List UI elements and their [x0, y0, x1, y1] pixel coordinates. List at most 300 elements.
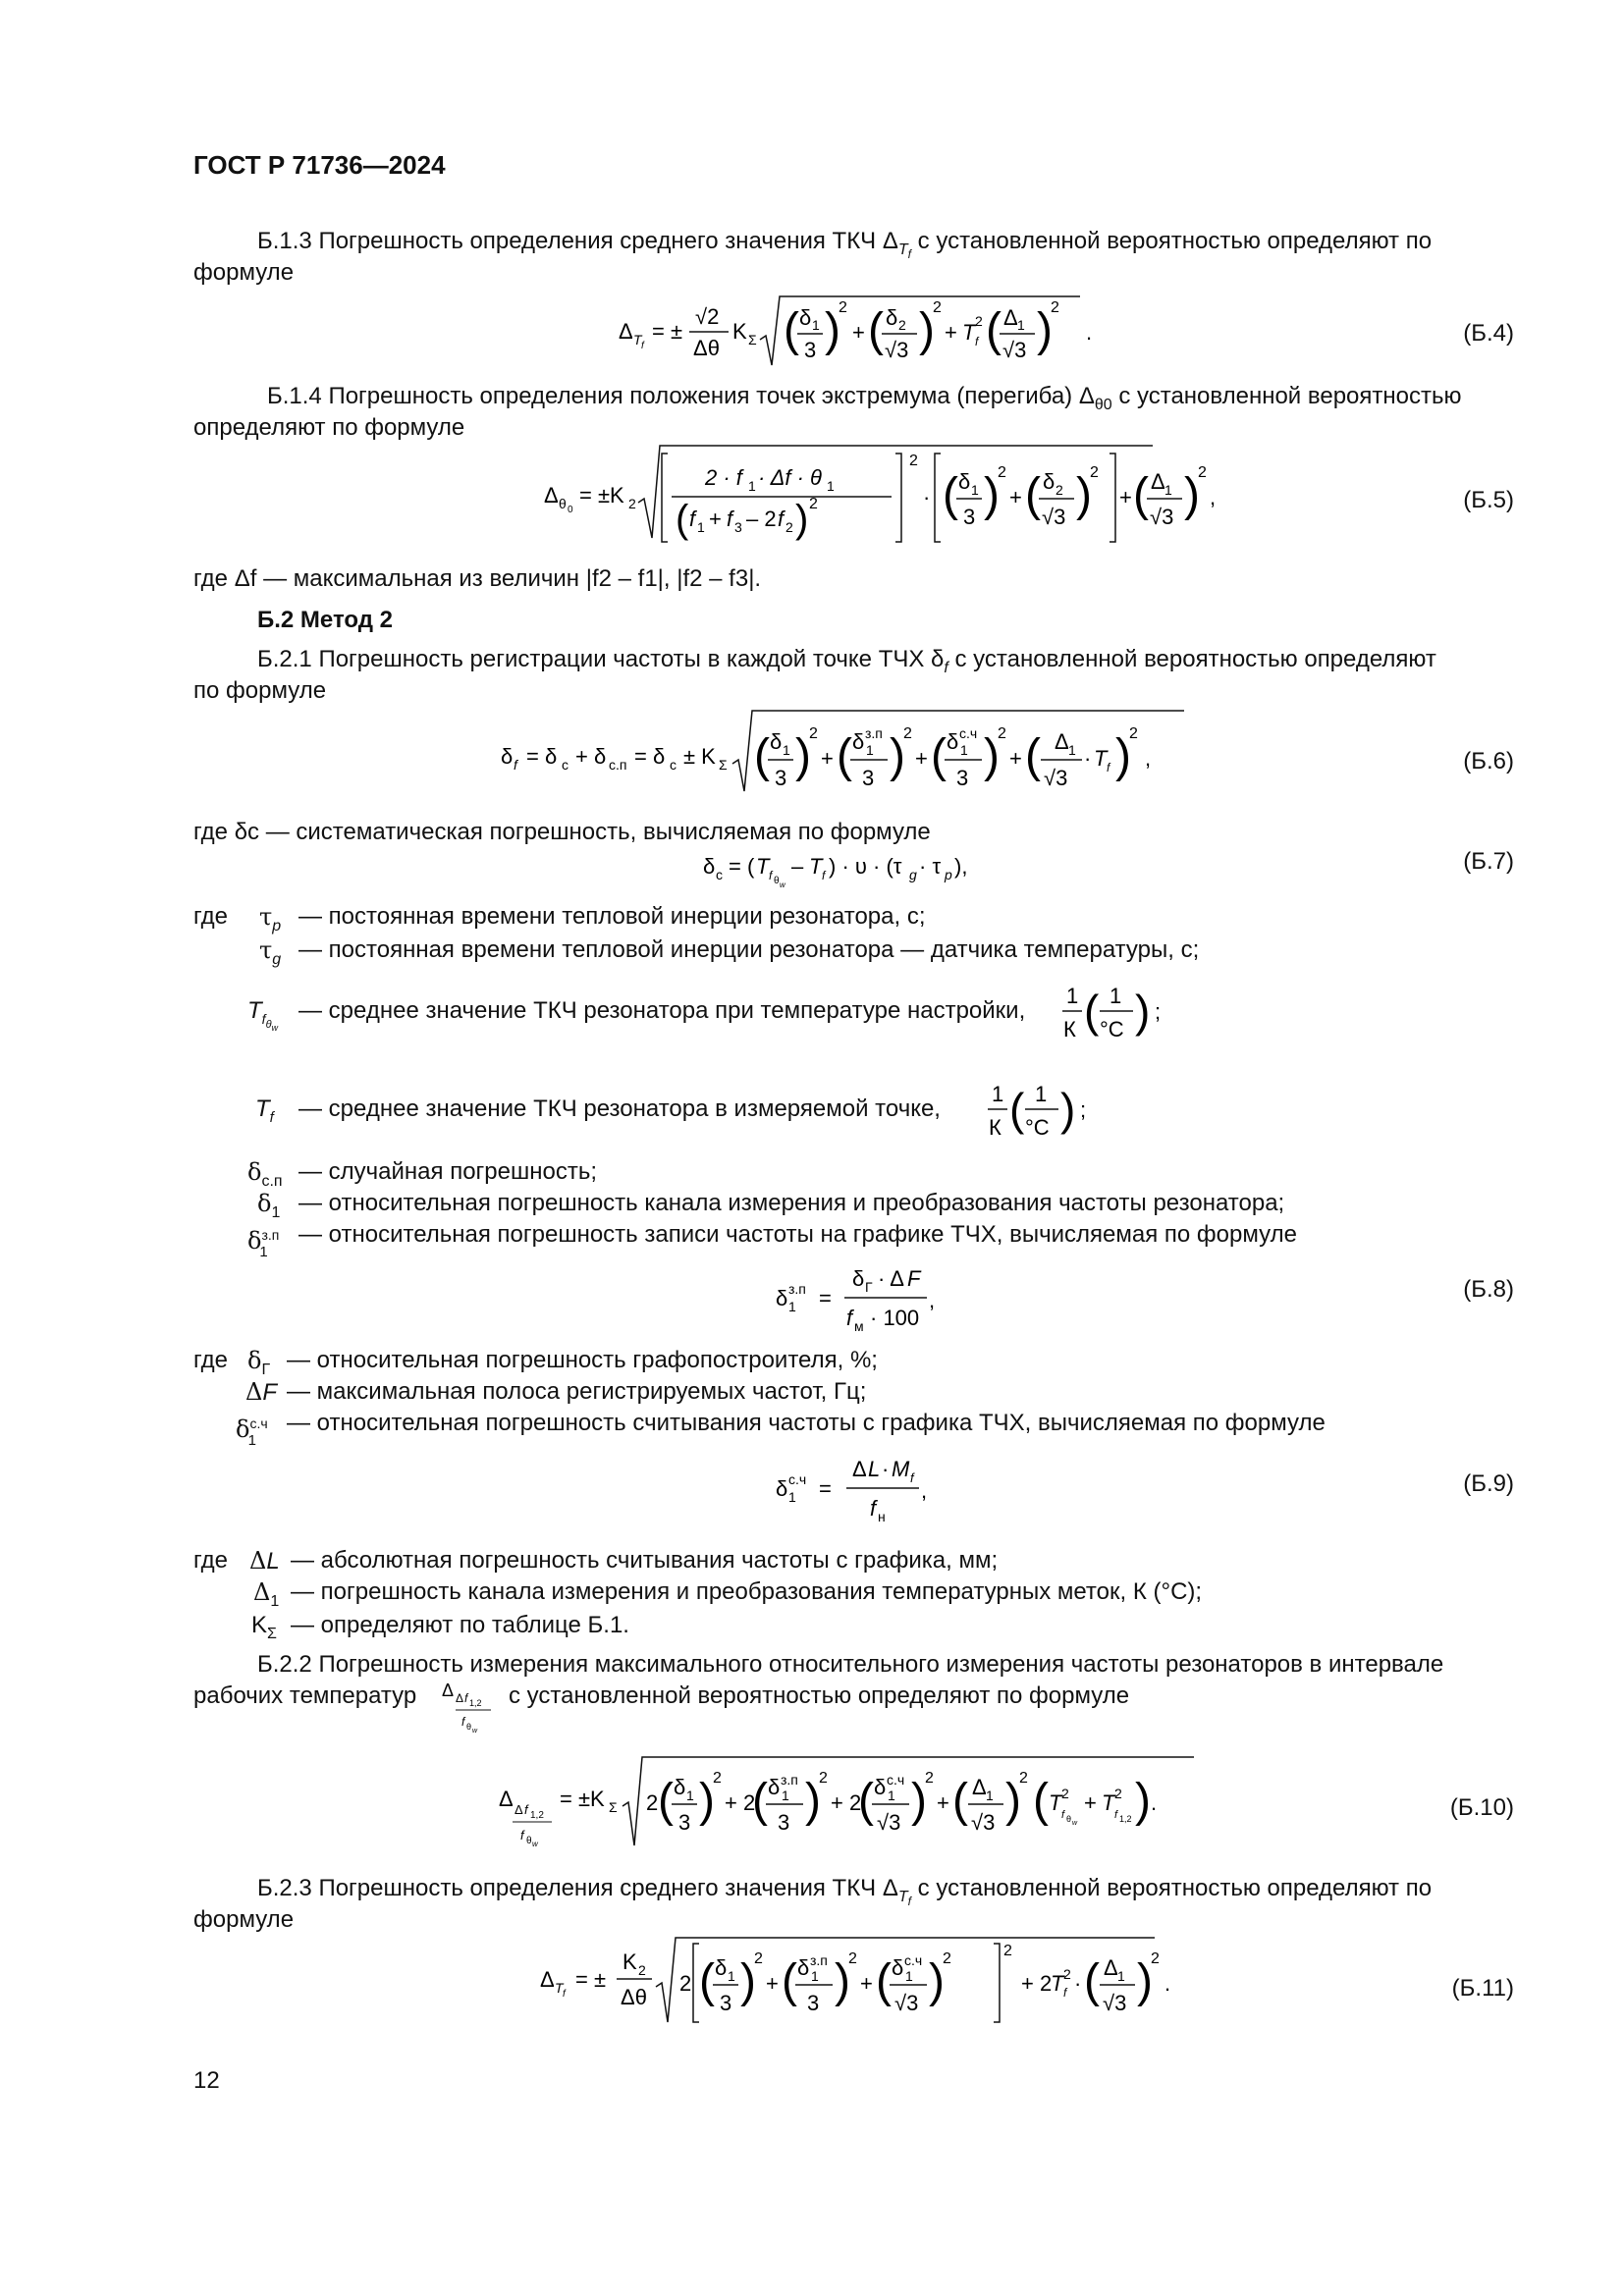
svg-text:+ 2: + 2 — [725, 1790, 756, 1815]
svg-text:T: T — [756, 854, 770, 879]
svg-text:): ) — [795, 498, 809, 541]
svg-text:δ: δ — [776, 1476, 788, 1501]
svg-text:2: 2 — [679, 1971, 692, 1996]
svg-text:√3: √3 — [971, 1810, 996, 1835]
svg-text:· Δ: · Δ — [878, 1266, 904, 1291]
svg-text:δ: δ — [958, 469, 971, 494]
svg-text:· τ: · τ — [919, 854, 942, 879]
formula-b7 — [699, 846, 1013, 893]
svg-text:2: 2 — [933, 299, 942, 316]
svg-text:2: 2 — [1129, 725, 1138, 742]
svg-text:2: 2 — [839, 299, 847, 316]
svg-text:): ) — [1135, 986, 1151, 1037]
formula-number-b8: (Б.8) — [1463, 1276, 1514, 1303]
paragraph-b22-line2b: с установленной вероятностью определяют по формуле — [509, 1682, 1130, 1709]
svg-text:√3: √3 — [1044, 766, 1068, 790]
svg-text:L: L — [868, 1457, 881, 1481]
def-text-t-f-theta-w: — среднее значение ТКЧ резонатора при температуре настройки, — [298, 997, 1026, 1024]
svg-text:(: ( — [1084, 1955, 1100, 2007]
svg-text:+: + — [821, 746, 834, 771]
svg-text:1: 1 — [1117, 1968, 1125, 1984]
svg-text:δ: δ — [770, 729, 783, 754]
svg-text:w: w — [780, 881, 785, 889]
svg-text:+ 2: + 2 — [831, 1790, 862, 1815]
svg-text:(: ( — [1033, 1775, 1049, 1827]
svg-text:1: 1 — [1164, 482, 1172, 498]
svg-text:2: 2 — [975, 313, 983, 329]
svg-text:± K: ± K — [683, 744, 716, 769]
svg-text:3: 3 — [775, 766, 787, 790]
def-symbol-delta-sp: $\delta_{с.п}$ — [247, 1158, 283, 1190]
svg-text:): ) — [890, 730, 905, 782]
svg-text:1: 1 — [788, 1299, 796, 1314]
svg-text:θ: θ — [774, 876, 780, 886]
svg-text:· Δf · θ: · Δf · θ — [758, 465, 822, 490]
svg-text:·: · — [882, 1457, 890, 1481]
svg-text:(: ( — [931, 730, 947, 782]
svg-text:– 2: – 2 — [746, 507, 777, 531]
svg-text:f: f — [769, 869, 773, 882]
formula-number-b11: (Б.11) — [1451, 1975, 1514, 2002]
svg-text:Δθ: Δθ — [621, 1985, 647, 2009]
paragraph-b21-line1: Б.2.1 Погрешность регистрации частоты в каждой точке ТЧХ $\delta_f$ с установленной вероятностью определяют — [257, 646, 1436, 676]
svg-text:): ) — [740, 1955, 756, 2007]
svg-text:1,2: 1,2 — [469, 1698, 482, 1708]
svg-text:√3: √3 — [1150, 505, 1174, 529]
svg-text:(: ( — [943, 469, 958, 521]
svg-text:Δ: Δ — [619, 319, 633, 344]
svg-text:,: , — [1145, 746, 1152, 771]
svg-text:1: 1 — [728, 1968, 735, 1984]
svg-text:3: 3 — [862, 766, 875, 790]
svg-text:+: + — [937, 1790, 949, 1815]
svg-text:1,2: 1,2 — [1119, 1814, 1132, 1824]
svg-text:Σ: Σ — [609, 1799, 618, 1815]
svg-text:f: f — [910, 1470, 914, 1485]
formula-number-b5: (Б.5) — [1463, 487, 1514, 513]
svg-text:з.п: з.п — [788, 1281, 806, 1297]
where-label: где — [193, 903, 229, 930]
where-delta-f: где Δf — максимальная из величин |f2 – f1|, |f2 – f3|. — [193, 565, 762, 592]
formula-number-b4: (Б.4) — [1463, 320, 1514, 347]
svg-text:3: 3 — [963, 505, 976, 529]
svg-text:(: ( — [754, 730, 770, 782]
svg-text:+: + — [1119, 485, 1132, 509]
def-text-delta-sp: — случайная погрешность; — [298, 1158, 598, 1185]
svg-text:·: · — [1084, 746, 1092, 771]
svg-text:Δ: Δ — [852, 1457, 867, 1481]
paragraph-b14-line1: Б.1.4 Погрешность определения положения точек экстремума (перегиба) $\Delta_{\theta 0}$ с установленной вероятностью — [267, 383, 1462, 413]
svg-text:): ) — [835, 1955, 850, 2007]
svg-text:δ: δ — [797, 1955, 810, 1980]
svg-text:): ) — [1137, 1955, 1153, 2007]
svg-text:с.ч: с.ч — [887, 1772, 905, 1788]
svg-text:w: w — [1072, 1820, 1078, 1827]
svg-text:+ δ: + δ — [575, 744, 607, 769]
svg-text:з.п: з.п — [781, 1772, 798, 1788]
svg-text:+: + — [1009, 746, 1022, 771]
svg-text:·: · — [1074, 1971, 1082, 1996]
svg-text:Σ: Σ — [748, 332, 757, 347]
svg-text:f: f — [464, 1691, 468, 1705]
svg-text:): ) — [984, 469, 1000, 521]
svg-text:): ) — [984, 730, 1000, 782]
svg-text:2: 2 — [713, 1770, 722, 1787]
def-symbol-K-sigma: $K_\Sigma$ — [251, 1612, 277, 1642]
svg-text:(: ( — [868, 304, 884, 356]
svg-text:(: ( — [699, 1955, 715, 2007]
svg-text:f: f — [846, 1306, 853, 1330]
svg-text:f: f — [641, 341, 644, 351]
def-symbol-tau-g: $\tau_g$ — [259, 936, 282, 968]
svg-text:): ) — [699, 1775, 715, 1827]
svg-text:δ: δ — [674, 1775, 686, 1799]
svg-text:f: f — [1107, 761, 1110, 774]
svg-text:Δ: Δ — [1104, 1955, 1118, 1980]
formula-b6 — [497, 703, 1223, 801]
svg-text:δ: δ — [1043, 469, 1056, 494]
svg-text:Г: Г — [865, 1279, 873, 1295]
inline-symbol-delta-f12 — [436, 1669, 501, 1739]
svg-text:2: 2 — [1198, 464, 1207, 481]
section-heading-b2: Б.2 Метод 2 — [257, 607, 393, 633]
svg-text:1: 1 — [1066, 984, 1079, 1008]
paragraph-b14-line2: определяют по формуле — [193, 414, 465, 441]
svg-text:1: 1 — [960, 742, 968, 758]
formula-number-b9: (Б.9) — [1463, 1470, 1514, 1497]
svg-text:Δθ: Δθ — [693, 336, 720, 360]
svg-text:+: + — [852, 320, 865, 345]
svg-text:f: f — [870, 1496, 877, 1521]
svg-text:f: f — [1114, 1809, 1118, 1821]
svg-text:1: 1 — [812, 317, 820, 333]
formula-b11 — [536, 1930, 1184, 2028]
svg-text:δ: δ — [703, 854, 716, 879]
svg-text:): ) — [919, 304, 935, 356]
svg-text:(: ( — [837, 730, 852, 782]
unit-fraction-2 — [986, 1076, 1094, 1145]
svg-text:T: T — [1051, 1971, 1064, 1996]
def-text-delta-L: — абсолютная погрешность считывания частоты с графика, мм; — [291, 1547, 999, 1574]
def-symbol-Delta-1: $\Delta_1$ — [253, 1578, 280, 1610]
svg-text:(: ( — [782, 1955, 797, 2007]
svg-text:1: 1 — [1068, 742, 1076, 758]
svg-text:+: + — [766, 1971, 779, 1996]
svg-text:з.п: з.п — [810, 1952, 828, 1968]
svg-text:δ: δ — [799, 305, 812, 330]
svg-text:–: – — [791, 854, 804, 879]
svg-text:Δ: Δ — [1151, 469, 1165, 494]
svg-text:с: с — [716, 867, 723, 882]
svg-text:(: ( — [676, 498, 689, 541]
svg-text:√2: √2 — [695, 304, 720, 329]
svg-text:δ: δ — [874, 1775, 887, 1799]
def-symbol-delta-g: $\delta_Г$ — [247, 1347, 271, 1378]
svg-text:K: K — [623, 1949, 637, 1974]
svg-text:F: F — [907, 1266, 921, 1291]
svg-text:δ: δ — [947, 729, 959, 754]
svg-text:(: ( — [876, 1955, 892, 2007]
def-text-delta-1-zp: — относительная погрешность записи частоты на графике ТЧХ, вычисляемая по формуле — [298, 1221, 1297, 1248]
svg-text:1: 1 — [697, 519, 705, 535]
svg-text:,: , — [929, 1288, 936, 1312]
svg-text:3: 3 — [778, 1810, 790, 1835]
svg-text:2: 2 — [819, 1770, 828, 1787]
svg-text:δ: δ — [501, 744, 514, 769]
svg-text:2: 2 — [898, 317, 906, 333]
svg-text:=: = — [819, 1286, 832, 1310]
svg-text:(: ( — [952, 1775, 968, 1827]
svg-text:= δ: = δ — [634, 744, 666, 769]
paragraph-b23-line1: Б.2.3 Погрешность определения среднего значения ТКЧ $\Delta_{T_f}$ с установленной вероятностью определяют по — [257, 1875, 1433, 1908]
formula-b4 — [609, 291, 1119, 371]
svg-text:,: , — [1210, 485, 1217, 509]
svg-text:√3: √3 — [877, 1810, 901, 1835]
svg-text:(: ( — [986, 304, 1001, 356]
svg-text:3: 3 — [678, 1810, 691, 1835]
def-symbol-delta-1-zp: $\delta^{з.п}_1$ — [247, 1227, 280, 1260]
svg-text:2: 2 — [754, 1950, 763, 1967]
formula-b9 — [774, 1451, 950, 1529]
svg-text:Δ: Δ — [972, 1775, 987, 1799]
def-symbol-tau-p: $\tau_p$ — [259, 903, 282, 934]
svg-text:с.ч: с.ч — [788, 1471, 807, 1487]
svg-text:2: 2 — [848, 1950, 857, 1967]
svg-text:): ) — [1060, 1084, 1076, 1135]
svg-text:2: 2 — [903, 725, 912, 742]
svg-text:M: M — [892, 1457, 910, 1481]
def-symbol-delta-F: ΔF — [245, 1378, 278, 1406]
def-text-delta-g: — относительная погрешность графопостроителя, %; — [287, 1347, 878, 1373]
svg-text:.: . — [1086, 320, 1093, 345]
svg-text:(: ( — [658, 1775, 674, 1827]
svg-text:°С: °С — [1100, 1017, 1124, 1041]
svg-text:f: f — [778, 507, 785, 531]
svg-text:f: f — [975, 335, 979, 348]
svg-text:δ: δ — [886, 305, 898, 330]
svg-text:(: ( — [858, 1775, 874, 1827]
svg-text:.: . — [1164, 1971, 1171, 1996]
svg-text:): ) — [1076, 469, 1092, 521]
svg-text:): ) — [1037, 304, 1053, 356]
svg-text:3: 3 — [807, 1991, 820, 2015]
svg-text:1: 1 — [992, 1082, 1004, 1106]
svg-text:√3: √3 — [894, 1991, 919, 2015]
svg-text:1: 1 — [811, 1968, 819, 1984]
svg-text:δ: δ — [852, 729, 865, 754]
svg-text:= ±: = ± — [652, 319, 683, 344]
def-symbol-t-f: $T_f$ — [255, 1095, 274, 1126]
svg-text:f: f — [520, 1828, 524, 1842]
svg-text:Σ: Σ — [719, 757, 728, 773]
def-symbol-t-f-theta-w: $T_{f_{\theta_w}}$ — [247, 997, 279, 1033]
svg-text:(: ( — [1133, 469, 1149, 521]
svg-text:3: 3 — [956, 766, 969, 790]
svg-text:1,2: 1,2 — [530, 1810, 544, 1821]
svg-text:θ: θ — [559, 496, 567, 511]
svg-text:√3: √3 — [1002, 338, 1027, 362]
svg-text:1: 1 — [986, 1788, 994, 1803]
svg-text:1: 1 — [1035, 1082, 1048, 1106]
svg-text:(: ( — [1025, 469, 1041, 521]
svg-text:Δ: Δ — [499, 1787, 514, 1811]
svg-text:θ: θ — [1066, 1814, 1072, 1824]
svg-text:Δ: Δ — [442, 1681, 455, 1700]
svg-text:;: ; — [1080, 1097, 1087, 1122]
svg-text:f: f — [563, 1989, 566, 2000]
svg-text:°С: °С — [1025, 1115, 1050, 1140]
svg-text:f: f — [822, 869, 826, 882]
svg-text:): ) — [911, 1775, 927, 1827]
unit-fraction-1 — [1060, 978, 1168, 1046]
svg-text:2: 2 — [809, 725, 818, 742]
svg-text:g: g — [909, 867, 917, 882]
def-text-delta-1: — относительная погрешность канала измерения и преобразования частоты резонатора; — [298, 1190, 1285, 1216]
svg-text:2: 2 — [998, 725, 1006, 742]
def-text-t-f: — среднее значение ТКЧ резонатора в измеряемой точке, — [298, 1095, 941, 1122]
svg-text:) · υ · (τ: ) · υ · (τ — [829, 854, 902, 879]
svg-text:√3: √3 — [1103, 1991, 1127, 2015]
formula-number-b10: (Б.10) — [1449, 1794, 1514, 1821]
svg-text:δ: δ — [715, 1955, 728, 1980]
svg-text:f: f — [1061, 1809, 1065, 1821]
svg-text:Δ: Δ — [514, 1802, 523, 1817]
svg-text:2: 2 — [1061, 1786, 1069, 1801]
def-text-tau-g: — постоянная времени тепловой инерции резонатора — датчика температуры, с; — [298, 936, 1200, 963]
svg-text:θ: θ — [466, 1722, 472, 1732]
svg-text:K: K — [732, 319, 747, 344]
svg-text:2: 2 — [809, 496, 818, 512]
paragraph-b22-line2a: рабочих температур — [193, 1682, 417, 1709]
svg-text:= ±K: = ±K — [560, 1787, 605, 1811]
svg-text:T: T — [633, 332, 642, 347]
svg-text:К: К — [1063, 1017, 1076, 1041]
svg-text:δ: δ — [852, 1266, 865, 1291]
svg-text:f: f — [689, 507, 696, 531]
svg-text:Δ: Δ — [1055, 729, 1069, 754]
svg-text:f: f — [727, 507, 733, 531]
svg-text:1: 1 — [788, 1489, 796, 1505]
svg-text:1: 1 — [783, 742, 790, 758]
svg-text:(: ( — [1025, 730, 1041, 782]
svg-text:Δ: Δ — [456, 1691, 464, 1705]
def-text-Delta-1: — погрешность канала измерения и преобразования температурных меток, К (°С); — [291, 1578, 1203, 1605]
svg-text:T: T — [1102, 1790, 1115, 1815]
formula-b8 — [774, 1258, 970, 1337]
svg-text:(: ( — [1009, 1084, 1025, 1135]
svg-text:(: ( — [752, 1775, 768, 1827]
svg-text:2: 2 — [1114, 1786, 1122, 1801]
where-label-3: где — [193, 1547, 229, 1574]
svg-text:T: T — [962, 320, 976, 345]
svg-text:с.ч: с.ч — [959, 725, 978, 741]
formula-number-b7: (Б.7) — [1463, 848, 1514, 875]
svg-text:T: T — [809, 854, 823, 879]
svg-text:θ: θ — [526, 1836, 532, 1846]
svg-text:2 · f: 2 · f — [705, 465, 742, 490]
svg-text:2: 2 — [909, 453, 918, 469]
svg-text:1: 1 — [905, 1968, 913, 1984]
svg-text:2: 2 — [628, 496, 636, 511]
svg-text:δ: δ — [776, 1286, 788, 1310]
svg-text:): ) — [1135, 1775, 1151, 1827]
svg-text:2: 2 — [925, 1770, 934, 1787]
svg-text:): ) — [795, 730, 811, 782]
paragraph-b21-line2: по формуле — [193, 677, 327, 704]
def-symbol-delta-1-sch: $\delta^{с.ч}_1$ — [236, 1415, 268, 1449]
svg-text:): ) — [1005, 1775, 1021, 1827]
def-text-delta-1-sch: — относительная погрешность считывания частоты с графика ТЧХ, вычисляемая по формуле — [287, 1410, 1326, 1436]
svg-text:с.ч: с.ч — [904, 1952, 923, 1968]
def-text-K-sigma: — определяют по таблице Б.1. — [291, 1612, 629, 1638]
svg-text:f: f — [524, 1802, 528, 1817]
svg-text:+ 2: + 2 — [1021, 1971, 1053, 1996]
svg-text:1: 1 — [686, 1788, 694, 1803]
svg-text:): ) — [1115, 730, 1131, 782]
svg-text:= ±K: = ±K — [579, 483, 624, 507]
svg-text:): ) — [1184, 469, 1200, 521]
svg-text:3: 3 — [804, 338, 817, 362]
svg-text:3: 3 — [720, 1991, 732, 2015]
svg-text:0: 0 — [568, 505, 573, 515]
svg-text:1: 1 — [782, 1788, 789, 1803]
svg-text:f: f — [461, 1715, 465, 1729]
svg-text:2: 2 — [1063, 1966, 1071, 1982]
svg-text:),: ), — [954, 854, 968, 879]
svg-text:2: 2 — [1090, 464, 1099, 481]
svg-text:1: 1 — [748, 478, 756, 494]
svg-text:f: f — [514, 757, 517, 773]
svg-text:+: + — [915, 746, 928, 771]
svg-text:+: + — [945, 320, 957, 345]
svg-text:2: 2 — [998, 464, 1006, 481]
svg-text:): ) — [805, 1775, 821, 1827]
def-symbol-delta-1: $\delta_1$ — [257, 1190, 281, 1221]
svg-text:(: ( — [1084, 986, 1100, 1037]
svg-text:с: с — [562, 757, 568, 773]
svg-text:2: 2 — [1056, 482, 1063, 498]
svg-text:1: 1 — [971, 482, 979, 498]
svg-text:Δ: Δ — [540, 1967, 555, 1992]
svg-text:с.п: с.п — [609, 757, 627, 773]
svg-text:2: 2 — [1051, 299, 1059, 316]
svg-text:= δ: = δ — [526, 744, 558, 769]
svg-text:= (: = ( — [729, 854, 755, 879]
svg-text:δ: δ — [768, 1775, 781, 1799]
svg-text:T: T — [1049, 1790, 1062, 1815]
paragraph-b23-line2: формуле — [193, 1906, 295, 1933]
svg-text:2: 2 — [1003, 1943, 1012, 1959]
svg-text:2: 2 — [1151, 1950, 1160, 1967]
svg-text:.: . — [1151, 1790, 1158, 1815]
svg-text:з.п: з.п — [865, 725, 883, 741]
svg-text:1: 1 — [827, 478, 835, 494]
svg-text:м: м — [854, 1318, 864, 1334]
page-number: 12 — [193, 2067, 220, 2094]
svg-text:2: 2 — [646, 1790, 659, 1815]
svg-text:1: 1 — [1017, 317, 1025, 333]
document-header: ГОСТ Р 71736—2024 — [193, 150, 446, 180]
svg-text:+: + — [709, 507, 722, 531]
def-text-tau-p: — постоянная времени тепловой инерции резонатора, с; — [298, 903, 926, 930]
svg-text:√3: √3 — [885, 338, 909, 362]
svg-text:2: 2 — [1019, 1770, 1028, 1787]
def-text-delta-F: — максимальная полоса регистрируемых частот, Гц; — [287, 1378, 867, 1405]
svg-text:· 100: · 100 — [870, 1306, 920, 1330]
svg-text:(: ( — [784, 304, 799, 356]
svg-text:+: + — [1009, 485, 1022, 509]
svg-text:√3: √3 — [1042, 505, 1066, 529]
